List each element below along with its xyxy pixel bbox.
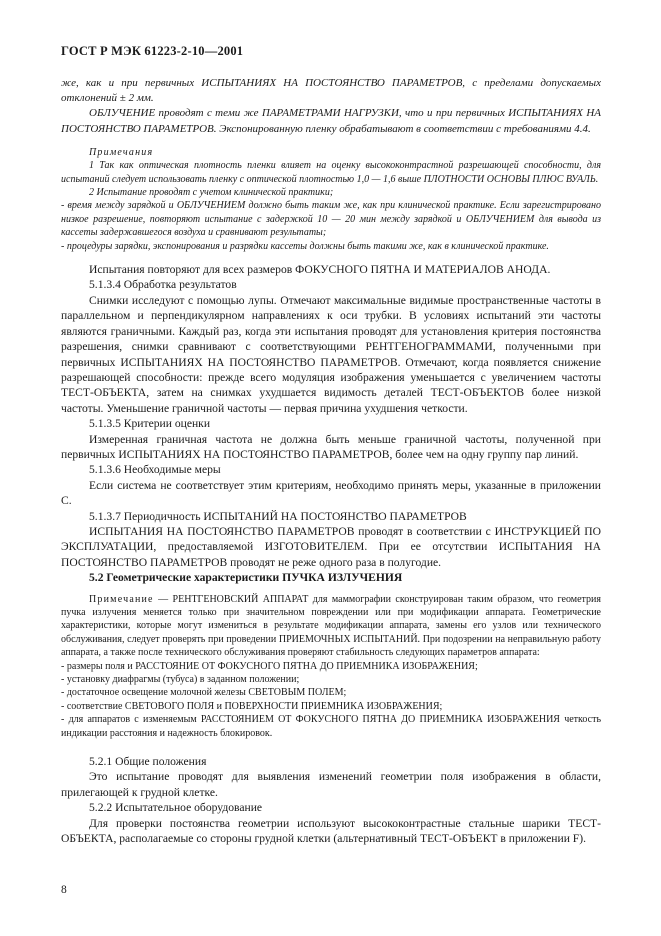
note-2-list-item-4: - соответствие СВЕТОВОГО ПОЛЯ и ПОВЕРХНОСТИ ПРИЕМНИКА ИЗОБРАЖЕНИЯ; [61,700,443,712]
paragraph-repeat: Испытания повторяют для всех размеров ФОКУСНОГО ПЯТНА И МАТЕРИАЛОВ АНОДА. [89,263,551,277]
note-2-list-item-3: - достаточное освещение молочной железы СВЕТОВЫМ ПОЛЕМ; [61,687,347,699]
note-item-1: 1 Так как оптическая плотность пленки влияет на оценку высококонтрастной разрешающей способности, для испытаний следует использовать пленку с оптической плотностью 1,0 — 1,6 выше ПЛОТНОСТИ ОСНОВЫ ПЛЮС ВУАЛЬ. [61,160,601,185]
paragraph-continuation: же, как и при первичных ИСПЫТАНИЯХ НА ПОСТОЯНСТВО ПАРАМЕТРОВ, с пределами допускаемых отклонений ± 2 мм. [61,77,601,105]
section-heading-5135: 5.1.3.5 Критерии оценки [89,417,211,431]
notes-heading: Примечания [89,146,154,158]
section-heading-5134: 5.1.3.4 Обработка результатов [89,278,237,292]
note-2-text: — РЕНТГЕНОВСКИЙ АППАРАТ для маммографии сконструирован таким образом, что геометрия пучка излучения меняется только при значительном повреждении или при модификации аппарата. Геометрические характеристики, которые могут измениться в результате модификации аппарата, замены его узлов или технического обслуживания, следует проверять при проведении ПРИЕМОЧНЫХ ИСПЫТАНИЙ. При подозрении на неправильную работу аппарата, а также после технического обслуживания проверяют стабильность следующих параметров аппарата: [61,593,601,659]
paragraph-criteria: Измеренная граничная частота не должна быть меньше граничной частоты, полученной при первичных ИСПЫТАНИЯХ НА ПОСТОЯНСТВО ПАРАМЕТРОВ, более чем на одну группу пар линий. [61,432,601,461]
paragraph-results: Снимки исследуют с помощью лупы. Отмечают максимальные видимые пространственные частоты в параллельном и перпендикулярном направлениях к оси трубки. В условиях испытаний эти частоты являются граничными. Каждый раз, когда эти испытания проводят для установления критерия постоянства разрешения, снимки сравнивают с соответствующими РЕНТГЕНОГРАММАМИ, полученными при первичных ИСПЫТАНИЯХ НА ПОСТОЯНСТВО ПАРАМЕТРОВ. Отмечают, когда появляется снижение разрешающей способности: прежде всего модуляция изображения уменьшается с увеличением частоты ТЕСТ-ОБЪЕКТА, затем на снимках ухудшается видимость деталей ТЕСТ-ОБЪЕКТОВ более низкой частоты. Уменьшение граничной частоты — первая причина ухудшения четкости. [61,293,601,415]
note-item-4: - процедуры зарядки, экспонирования и разрядки кассеты должны быть такими же, как в клинической практике. [61,240,549,252]
section-heading-52: 5.2 Геометрические характеристики ПУЧКА ИЗЛУЧЕНИЯ [89,571,403,585]
paragraph-periodicity: ИСПЫТАНИЯ НА ПОСТОЯНСТВО ПАРАМЕТРОВ проводят в соответствии с ИНСТРУКЦИЕЙ ПО ЭКСПЛУАТАЦИИ, предоставляемой ИЗГОТОВИТЕЛЕМ. При ее отсутствии ИСПЫТАНИЯ НА ПОСТОЯНСТВО ПАРАМЕТРОВ проводят не реже одного раза в полугодие. [61,524,601,569]
note-item-2: 2 Испытание проводят с учетом клинической практики; [89,187,334,199]
note-2-heading: Примечание [89,593,154,605]
paragraph-general: Это испытание проводят для выявления изменений геометрии поля изображения в области, прилегающей к грудной клетке. [61,770,601,799]
page-number: 8 [61,884,67,896]
section-heading-521: 5.2.1 Общие положения [89,755,207,769]
section-heading-5137: 5.1.3.7 Периодичность ИСПЫТАНИЙ НА ПОСТОЯНСТВО ПАРАМЕТРОВ [89,509,467,523]
note-2-list-item-1: - размеры поля и РАССТОЯНИЕ ОТ ФОКУСНОГО ПЯТНА ДО ПРИЕМНИКА ИЗОБРАЖЕНИЯ; [61,660,478,672]
document-header: ГОСТ Р МЭК 61223-2-10—2001 [61,44,244,58]
note-item-3: - время между зарядкой и ОБЛУЧЕНИЕМ должно быть таким же, как при клинической практике. Если зарегистрировано низкое разрешение, повторяют испытание с задержкой 10 — 20 мин между зарядкой и ОБЛУЧЕНИЕМ для вывода из кассеты задержавшегося воздуха и сравнивают результаты; [61,200,601,239]
note-2-list-item-5: - для аппаратов с изменяемым РАССТОЯНИЕМ ОТ ФОКУСНОГО ПЯТНА ДО ПРИЕМНИКА ИЗОБРАЖЕНИЯ четкость индикации расстояния и надежность блокировок. [61,714,601,739]
section-heading-522: 5.2.2 Испытательное оборудование [89,801,263,815]
paragraph-equipment: Для проверки постоянства геометрии используют высококонтрастные стальные шарики ТЕСТ-ОБЪЕКТА, располагаемые со стороны грудной клетки (альтернативный ТЕСТ-ОБЪЕКТ в приложении F). [61,816,601,846]
note-2-list-item-2: - установку диафрагмы (тубуса) в заданном положении; [61,674,300,686]
paragraph-measures: Если система не соответствует этим критериям, необходимо принять меры, указанные в приложении С. [61,478,601,508]
note-2 [61,593,601,660]
paragraph-exposure: ОБЛУЧЕНИЕ проводят с теми же ПАРАМЕТРАМИ НАГРУЗКИ, что и при первичных ИСПЫТАНИЯХ НА ПОСТОЯНСТВО ПАРАМЕТРОВ. Экспонированную пленку обрабатывают в соответствии с требованиями 4.4. [61,107,601,135]
section-heading-5136: 5.1.3.6 Необходимые меры [89,463,221,477]
